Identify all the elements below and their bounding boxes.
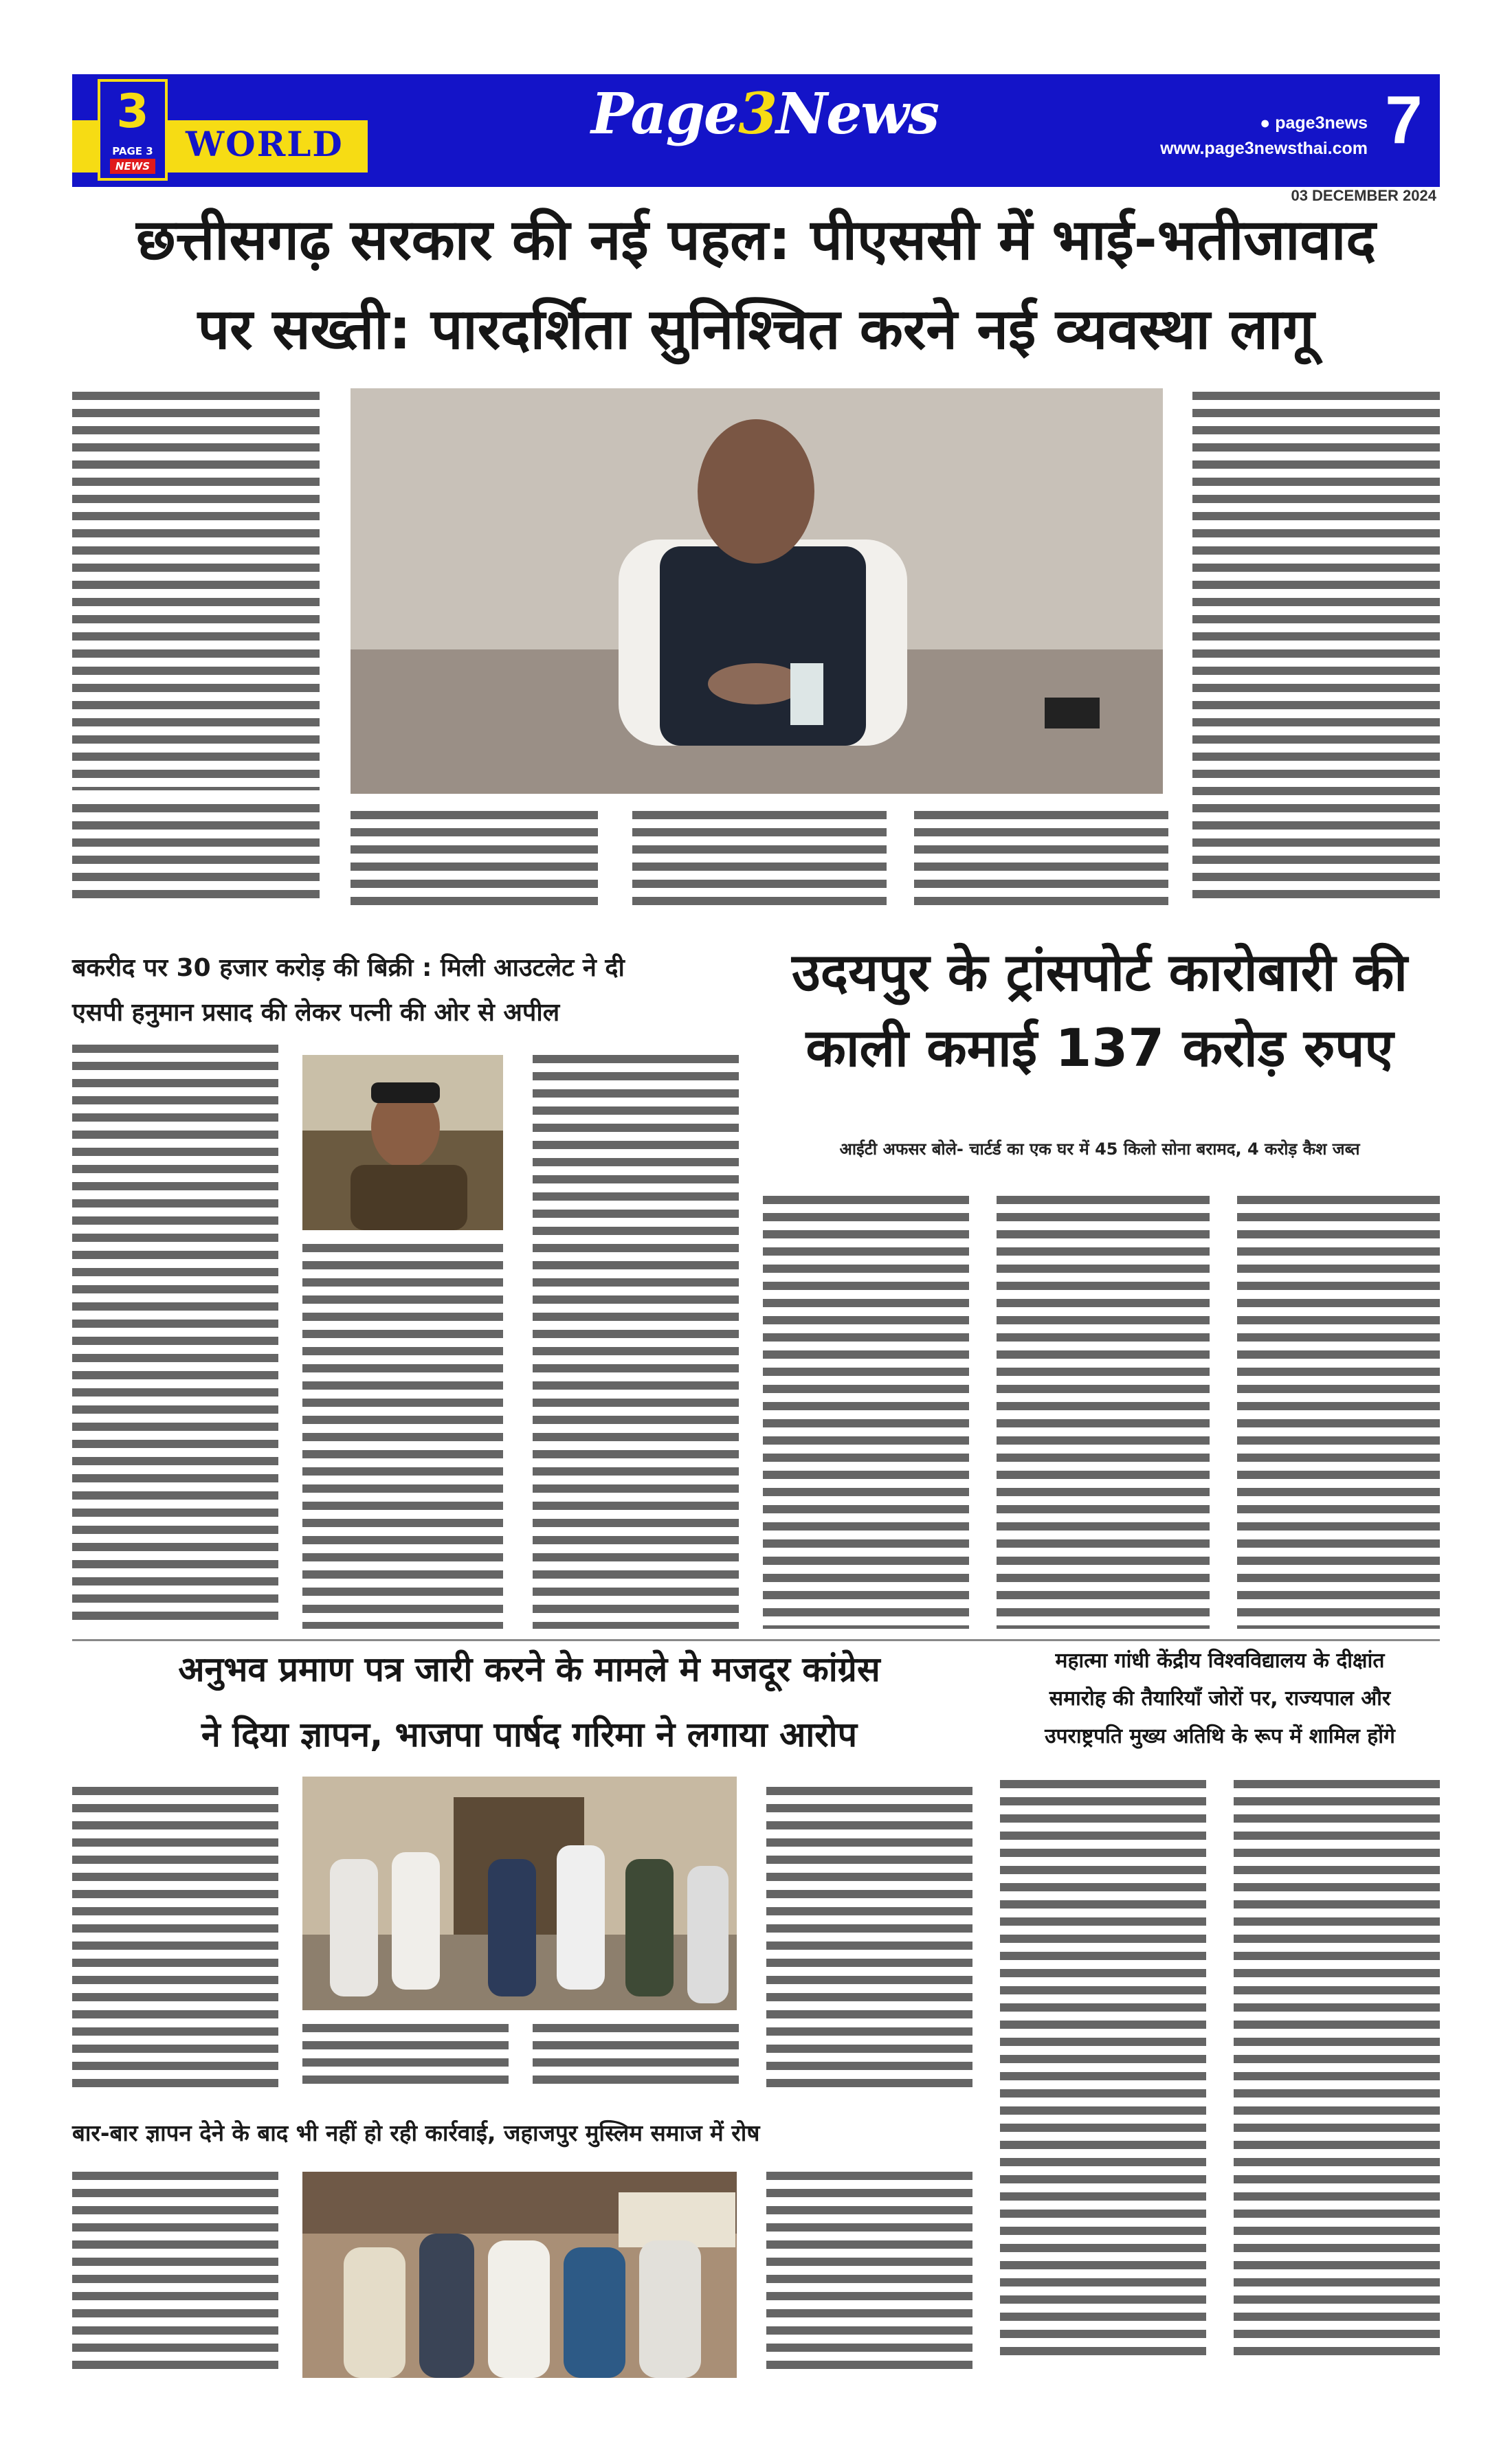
transport-text-col3 bbox=[1237, 1196, 1440, 1629]
congress-text-col1 bbox=[72, 1787, 278, 2089]
left-headline-line2[interactable]: एसपी हनुमान प्रसाद की लेकर पत्नी की ओर से अपील bbox=[72, 999, 560, 1027]
logo-news: NEWS bbox=[110, 159, 155, 174]
logo-sub: PAGE 3 bbox=[112, 145, 153, 157]
brand-prefix: Page bbox=[591, 81, 739, 147]
lead-headline-line2[interactable]: पर सख्ती: पारदर्शिता सुनिश्चित करने नई व्यवस्था लागू bbox=[197, 297, 1315, 362]
social-handle[interactable]: ● page3news bbox=[1260, 113, 1368, 133]
date-line: 03 DECEMBER 2024 bbox=[1291, 187, 1436, 204]
left-text-col1 bbox=[72, 1045, 278, 1629]
transport-text-col1 bbox=[763, 1196, 969, 1629]
transport-headline-line1[interactable]: उदयपुर के ट्रांसपोर्ट कारोबारी की bbox=[792, 942, 1408, 1003]
section-divider bbox=[72, 1639, 1440, 1641]
jahazpur-headline[interactable]: बार-बार ज्ञापन देने के बाद भी नहीं हो रही कार्रवाई, जहाजपुर मुस्लिम समाज में रोष bbox=[72, 2119, 760, 2146]
congress-photo-image bbox=[302, 1777, 737, 2010]
university-text-col2 bbox=[1234, 1780, 1440, 2364]
left-text-col3 bbox=[533, 1055, 739, 1629]
transport-headline-line2[interactable]: काली कमाई 137 करोड़ रुपए bbox=[805, 1017, 1394, 1078]
jahazpur-photo-image bbox=[302, 2172, 737, 2378]
congress-headline-line1[interactable]: अनुभव प्रमाण पत्र जारी करने के मामले मे मजदूर कांग्रेस bbox=[178, 1649, 880, 1689]
transport-text-col2 bbox=[997, 1196, 1210, 1629]
website-link[interactable]: www.page3newsthai.com bbox=[1160, 139, 1368, 158]
officer-photo-image bbox=[302, 1055, 503, 1230]
lead-text-col3b bbox=[914, 811, 1168, 907]
left-headline-line1[interactable]: बकरीद पर 30 हजार करोड़ की बिक्री : मिली आउटलेट ने दी bbox=[72, 954, 625, 982]
officer-photo[interactable] bbox=[302, 1055, 503, 1230]
university-text-col1 bbox=[1000, 1780, 1206, 2364]
lead-headline-line1[interactable]: छत्तीसगढ़ सरकार की नई पहल: पीएससी में भाई-भतीजावाद bbox=[136, 208, 1376, 273]
lead-text-col2b bbox=[632, 811, 887, 907]
lead-text-col1 bbox=[72, 392, 320, 790]
lead-photo[interactable] bbox=[351, 388, 1163, 794]
congress-text-col2b bbox=[302, 2024, 509, 2089]
lead-text-col4 bbox=[1192, 392, 1440, 907]
lead-photo-image bbox=[351, 388, 1163, 794]
lead-text-col0b bbox=[72, 804, 320, 907]
congress-text-col4 bbox=[766, 1787, 972, 2089]
logo-number: 3 bbox=[116, 85, 149, 139]
left-text-col2 bbox=[302, 1244, 503, 1629]
jahazpur-text-col3 bbox=[766, 2172, 972, 2378]
university-headline-line1[interactable]: महात्मा गांधी केंद्रीय विश्वविद्यालय के दीक्षांत bbox=[1055, 1649, 1385, 1673]
transport-kicker: आईटी अफसर बोले- चार्टर्ड का एक घर में 45 किलो सोना बरामद, 4 करोड़ कैश जब्त bbox=[839, 1139, 1360, 1159]
brand-suffix: News bbox=[776, 81, 939, 147]
university-headline-line3[interactable]: उपराष्ट्रपति मुख्य अतिथि के रूप में शामिल होंगे bbox=[1045, 1724, 1395, 1748]
congress-text-col3b bbox=[533, 2024, 739, 2089]
congress-headline-line2[interactable]: ने दिया ज्ञापन, भाजपा पार्षद गरिमा ने लगाया आरोप bbox=[201, 1715, 857, 1755]
brand-wordmark[interactable] bbox=[591, 81, 939, 147]
jahazpur-text-col1 bbox=[72, 2172, 278, 2378]
congress-photo[interactable] bbox=[302, 1777, 737, 2010]
lead-text-col1b bbox=[351, 811, 598, 907]
brand-logo[interactable] bbox=[98, 79, 168, 181]
section-label[interactable]: WORLD bbox=[186, 124, 344, 164]
brand-number: 3 bbox=[738, 81, 777, 147]
jahazpur-photo[interactable] bbox=[302, 2172, 737, 2378]
page-number: 7 bbox=[1385, 82, 1423, 157]
university-headline-line2[interactable]: समारोह की तैयारियाँ जोरों पर, राज्यपाल और bbox=[1049, 1687, 1391, 1711]
